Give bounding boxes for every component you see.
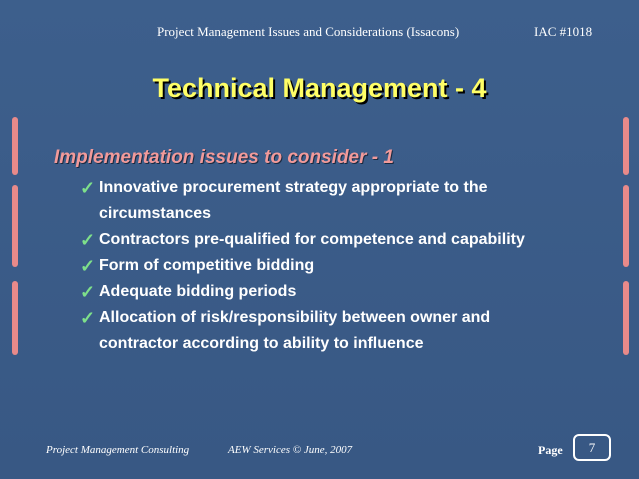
list-item bbox=[80, 305, 600, 357]
footer-copyright: AEW Services © June, 2007 bbox=[228, 444, 353, 456]
right-decor-bar bbox=[623, 117, 629, 175]
left-decor-bar bbox=[12, 281, 18, 355]
list-item-text-cont: circumstances bbox=[99, 205, 212, 222]
list-item bbox=[80, 227, 600, 253]
right-decor-bar bbox=[623, 185, 629, 267]
left-decor-bar bbox=[12, 185, 18, 267]
section-subtitle: Implementation issues to consider - 1 bbox=[54, 147, 394, 168]
footer-organization: Project Management Consulting bbox=[46, 444, 190, 456]
page-number: 7 bbox=[573, 434, 611, 461]
check-mark-icon: ✓ bbox=[80, 230, 96, 250]
list-item-text: Innovative procurement strategy appropriate to the bbox=[99, 179, 488, 196]
header bbox=[0, 24, 639, 42]
list-item-text: Form of competitive bidding bbox=[99, 257, 315, 274]
list-item-text-cont: contractor according to ability to influence bbox=[99, 335, 424, 352]
left-decor-bar bbox=[12, 117, 18, 175]
slide-title: Technical Management - 4 bbox=[152, 73, 487, 103]
page-label: Page bbox=[538, 443, 563, 457]
check-mark-icon: ✓ bbox=[80, 308, 96, 328]
header-title: Project Management Issues and Considerations (Issacons) bbox=[157, 24, 460, 39]
list-item bbox=[80, 175, 600, 227]
bullet-list bbox=[80, 175, 600, 357]
right-decor-bar bbox=[623, 281, 629, 355]
list-item bbox=[80, 253, 600, 279]
list-item-text: Contractors pre-qualified for competence and capability bbox=[99, 231, 525, 248]
check-mark-icon: ✓ bbox=[80, 256, 96, 276]
list-item-text: Allocation of risk/responsibility between owner and bbox=[99, 309, 491, 326]
list-item-text: Adequate bidding periods bbox=[99, 283, 297, 300]
document-id: IAC #1018 bbox=[534, 24, 593, 39]
check-mark-icon: ✓ bbox=[80, 282, 96, 302]
list-item bbox=[80, 279, 600, 305]
check-mark-icon: ✓ bbox=[80, 178, 96, 198]
